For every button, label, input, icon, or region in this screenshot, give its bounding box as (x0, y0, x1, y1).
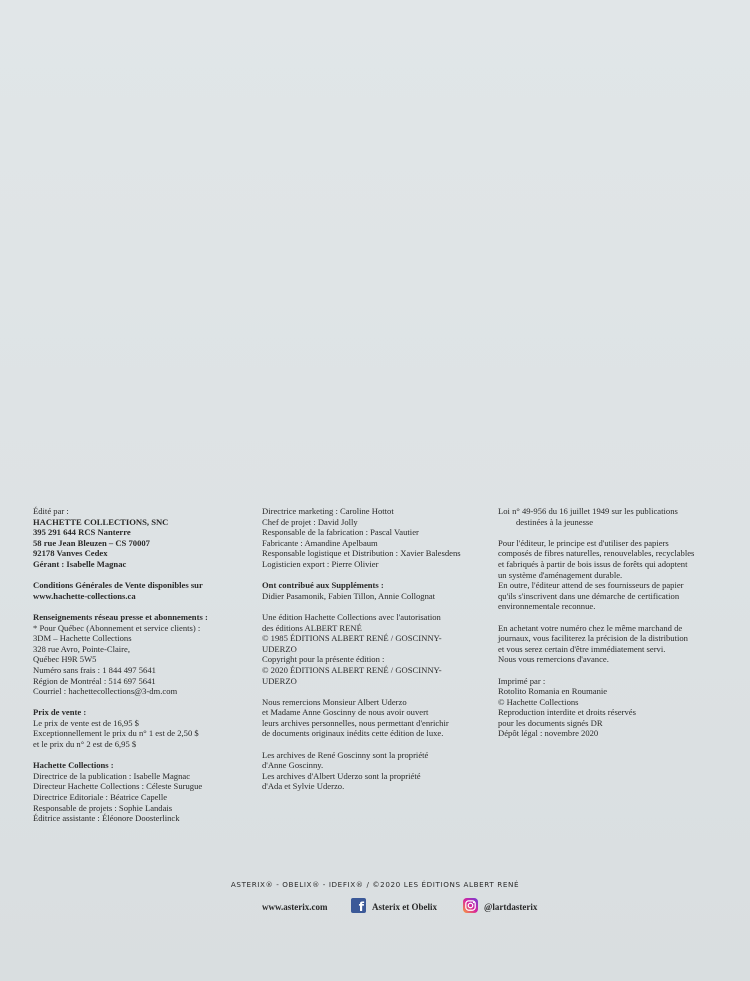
logistics-manager: Responsable logistique et Distribution : Xavier Balesdens (262, 548, 461, 559)
copyright-1985-line-2: UDERZO (262, 643, 297, 654)
supplements-contributors: Didier Pasamonik, Fabien Tillon, Annie Collognat (262, 590, 436, 601)
quebec-service-line: * Pour Québec (Abonnement et service clients) : (33, 622, 201, 633)
publication-director: Directrice de la publication : Isabelle Magnac (33, 770, 191, 781)
reproduction-notice: Reproduction interdite et droits réservés (498, 707, 636, 718)
goscinny-archives-line-1: Les archives de René Goscinny sont la propriété (262, 749, 429, 760)
manufacturer: Fabricante : Amandine Apelbaum (262, 537, 378, 548)
montreal-number: Région de Montréal : 514 697 5641 (33, 675, 156, 686)
price-line: Le prix de vente est de 16,95 $ (33, 717, 139, 728)
service-street: 328 rue Avro, Pointe-Claire, (33, 643, 130, 654)
publisher-manager: Gérant : Isabelle Magnac (33, 558, 127, 569)
footer-links (0, 898, 750, 918)
collections-director: Directeur Hachette Collections : Céleste Surugue (33, 781, 203, 792)
publisher-rcs: 395 291 644 RCS Nanterre (33, 527, 131, 538)
paper-policy-line-3: et fabriqués à partir de bois issus de forêts qui adoptent (498, 558, 688, 569)
thanks-line-3: leurs archives personnelles, nous permettant d'enrichir (262, 717, 449, 728)
retailer-line-2: journaux, vous faciliterez la précision de la distribution (498, 633, 688, 644)
credits-column (262, 506, 474, 792)
paper-policy-line-1: Pour l'éditeur, le principe est d'utiliser des papiers (498, 537, 669, 548)
publisher-street: 58 rue Jean Bleuzen – CS 70007 (33, 537, 150, 548)
publisher-info-column (33, 506, 238, 824)
edited-by-label: Édité par : (33, 506, 69, 516)
project-manager: Responsable de projets : Sophie Landais (33, 802, 173, 813)
legal-deposit: Dépôt légal : novembre 2020 (498, 728, 599, 739)
website-link[interactable]: www.asterix.com (262, 902, 328, 912)
price-issue-1: Exceptionnellement le prix du n° 1 est de 2,50 $ (33, 728, 199, 739)
publisher-city: 92178 Vanves Cedex (33, 548, 108, 559)
edition-copyright-label: Copyright pour la présente édition : (262, 654, 385, 665)
uderzo-archives-line-2: d'Ada et Sylvie Uderzo. (262, 781, 345, 792)
law-line-1: Loi n° 49-956 du 16 juillet 1949 sur les publications (498, 506, 678, 516)
terms-heading: Conditions Générales de Vente disponibles sur (33, 580, 203, 591)
retailer-line-3: et vous serez certain d'être immédiatement servi. (498, 643, 666, 654)
marketing-director: Directrice marketing : Caroline Hottot (262, 506, 394, 516)
project-lead: Chef de projet : David Jolly (262, 516, 358, 527)
editorial-director: Directrice Editoriale : Béatrice Capelle (33, 792, 168, 803)
legal-column (498, 506, 718, 739)
facebook-icon[interactable]: f (351, 898, 366, 913)
trademark-credit: ASTERIX® - OBELIX® - IDEFIX® / ©2020 LES ÉDITIONS ALBERT RENÉ (230, 880, 520, 889)
thanks-line-1: Nous remercions Monsieur Albert Uderzo (262, 696, 407, 707)
paper-policy-line-7: environnementale reconnue. (498, 601, 596, 612)
hachette-copyright: © Hachette Collections (498, 696, 579, 707)
price-heading: Prix de vente : (33, 707, 87, 718)
assistant-editor: Éditrice assistante : Éléonore Doosterlinck (33, 813, 180, 824)
service-city: Québec H9R 5W5 (33, 654, 97, 665)
dr-documents-notice: pour les documents signés DR (498, 717, 603, 728)
authorization-line-1: Une édition Hachette Collections avec l'autorisation (262, 611, 441, 622)
publisher-name: HACHETTE COLLECTIONS, SNC (33, 516, 169, 527)
supplements-heading: Ont contribué aux Suppléments : (262, 580, 384, 591)
toll-free-number: Numéro sans frais : 1 844 497 5641 (33, 664, 156, 675)
authorization-line-2: des éditions ALBERT RENÉ (262, 622, 362, 633)
hachette-team-heading: Hachette Collections : (33, 760, 114, 771)
printer-name: Rotolito Romania en Roumanie (498, 686, 608, 697)
price-issue-2: et le prix du n° 2 est de 6,95 $ (33, 739, 137, 750)
manufacturing-manager: Responsable de la fabrication : Pascal Vautier (262, 527, 419, 538)
goscinny-archives-line-2: d'Anne Goscinny. (262, 760, 324, 771)
copyright-2020-line-1: © 2020 ÉDITIONS ALBERT RENÉ / GOSCINNY- (262, 664, 442, 675)
thanks-line-2: et Madame Anne Goscinny de nous avoir ouvert (262, 707, 429, 718)
service-email[interactable]: Courriel : hachettecollections@3-dm.com (33, 686, 178, 697)
law-line-2: destinées à la jeunesse (516, 516, 594, 527)
service-company: 3DM – Hachette Collections (33, 633, 132, 644)
paper-policy-line-4: un système d'aménagement durable. (498, 569, 623, 580)
paper-policy-line-6: qu'ils s'inscrivent dans une démarche de certification (498, 590, 680, 601)
paper-policy-line-5: En outre, l'éditeur attend de ses fournisseurs de papier (498, 580, 684, 591)
retailer-line-4: Nous vous remercions d'avance. (498, 654, 609, 665)
instagram-icon[interactable] (463, 898, 478, 913)
press-network-heading: Renseignements réseau presse et abonnements : (33, 611, 208, 622)
export-logistician: Logisticien export : Pierre Olivier (262, 558, 379, 569)
facebook-link[interactable]: Asterix et Obelix (372, 902, 437, 912)
instagram-link[interactable]: @lartdasterix (484, 902, 538, 912)
retailer-line-1: En achetant votre numéro chez le même marchand de (498, 622, 683, 633)
terms-link[interactable]: www.hachette-collections.ca (33, 590, 136, 601)
thanks-line-4: de documents originaux inédits cette édition de luxe. (262, 728, 444, 739)
uderzo-archives-line-1: Les archives d'Albert Uderzo sont la propriété (262, 770, 421, 781)
copyright-1985-line-1: © 1985 ÉDITIONS ALBERT RENÉ / GOSCINNY- (262, 633, 442, 644)
copyright-2020-line-2: UDERZO (262, 675, 297, 686)
paper-policy-line-2: composés de fibres naturelles, renouvelables, recyclables (498, 548, 695, 559)
printed-by-label: Imprimé par : (498, 675, 546, 686)
